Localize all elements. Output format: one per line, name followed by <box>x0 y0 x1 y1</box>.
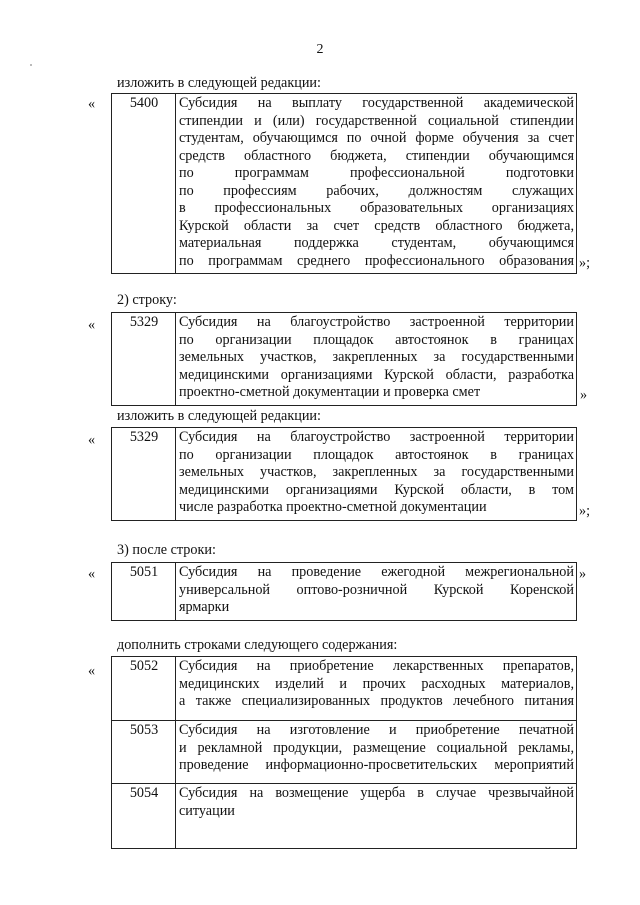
entry-text <box>176 94 577 274</box>
table-row <box>112 784 577 849</box>
table-row <box>112 657 577 721</box>
text-line: земельных участков, закрепленных за государственными <box>179 349 574 365</box>
entry-table <box>111 93 577 274</box>
text-line: Субсидия на изготовление и приобретение печатной <box>179 722 574 738</box>
scan-speck <box>30 64 32 66</box>
table-row <box>112 313 577 406</box>
text-line: Субсидия на благоустройство застроенной территории <box>179 314 574 330</box>
entry-text <box>176 313 577 406</box>
text-line: а также специализированных продуктов лечебного питания <box>179 693 574 709</box>
text-line: Субсидия на проведение ежегодной межрегиональной <box>179 564 574 580</box>
text-line: Субсидия на выплату государственной академической <box>179 95 574 111</box>
text-line: числе разработка проектно-сметной документации <box>179 499 487 515</box>
text-line: земельных участков, закрепленных за государственными <box>179 464 574 480</box>
entry-code: 5400 <box>112 94 176 274</box>
text-line: ситуации <box>179 802 235 819</box>
text-line: по организации площадок автостоянок в границах <box>179 446 574 463</box>
text-line: универсальной оптово-розничной Курской Коренской <box>179 581 574 598</box>
open-quote: « <box>88 96 96 112</box>
text-line: материальная поддержка студентам, обучающимся <box>179 235 574 251</box>
text-line: ярмарки <box>179 599 230 615</box>
section-label: изложить в следующей редакции: <box>117 408 321 424</box>
open-quote: « <box>88 317 96 333</box>
text-line: медицинских изделий и прочих расходных материалов, <box>179 675 574 692</box>
text-line: стипендии и (или) государственной социальной стипендии <box>179 112 574 129</box>
table-row <box>112 428 577 521</box>
text-line: Субсидия на приобретение лекарственных препаратов, <box>179 658 574 674</box>
entry-code: 5053 <box>112 721 176 784</box>
entry-code: 5329 <box>112 313 176 406</box>
table-row <box>112 94 577 274</box>
entry-table <box>111 656 577 849</box>
text-line: проектно-сметной документации и проверка смет <box>179 384 481 400</box>
entry-code: 5051 <box>112 563 176 621</box>
text-line: по профессиям рабочих, должностям служащих <box>179 182 574 199</box>
close-quote: » <box>580 387 588 403</box>
text-line: по программам профессиональной подготовки <box>179 165 574 181</box>
close-quote: »; <box>579 503 591 519</box>
close-quote: » <box>579 566 587 582</box>
table-row <box>112 721 577 784</box>
entry-code: 5054 <box>112 784 176 849</box>
entry-text <box>176 428 577 521</box>
entry-text <box>176 657 577 721</box>
text-line: и рекламной продукции, размещение социальной рекламы, <box>179 739 574 756</box>
table-row <box>112 563 577 621</box>
text-line: Курской области за счет средств областного бюджета, <box>179 217 574 234</box>
text-line: медицинскими организациями Курской области, в том <box>179 481 574 498</box>
section-label: 3) после строки: <box>117 542 216 558</box>
text-line: средств областного бюджета, стипендии обучающимся <box>179 147 574 164</box>
entry-code: 5329 <box>112 428 176 521</box>
entry-table <box>111 427 577 521</box>
text-line: проведение информационно-просветительских мероприятий <box>179 757 574 773</box>
section-label: изложить в следующей редакции: <box>117 75 321 91</box>
text-line: студентам, обучающимся по очной форме обучения за счет <box>179 130 574 146</box>
entry-text <box>176 784 577 849</box>
section-label: дополнить строками следующего содержания: <box>117 637 398 653</box>
text-line: Субсидия на благоустройство застроенной территории <box>179 429 574 445</box>
text-line: Субсидия на возмещение ущерба в случае чрезвычайной <box>179 785 574 801</box>
text-line: в профессиональных образовательных организациях <box>179 200 574 216</box>
text-line: по организации площадок автостоянок в границах <box>179 331 574 348</box>
open-quote: « <box>88 663 96 679</box>
page-number: 2 <box>316 42 324 57</box>
section-label: 2) строку: <box>117 292 177 308</box>
entry-text <box>176 563 577 621</box>
entry-code: 5052 <box>112 657 176 721</box>
open-quote: « <box>88 566 96 582</box>
text-line: медицинскими организациями Курской области, разработка <box>179 366 574 383</box>
entry-text <box>176 721 577 784</box>
entry-table <box>111 562 577 621</box>
close-quote: »; <box>579 255 591 271</box>
text-line: по программам среднего профессионального образования <box>179 252 574 269</box>
open-quote: « <box>88 432 96 448</box>
entry-table <box>111 312 577 406</box>
